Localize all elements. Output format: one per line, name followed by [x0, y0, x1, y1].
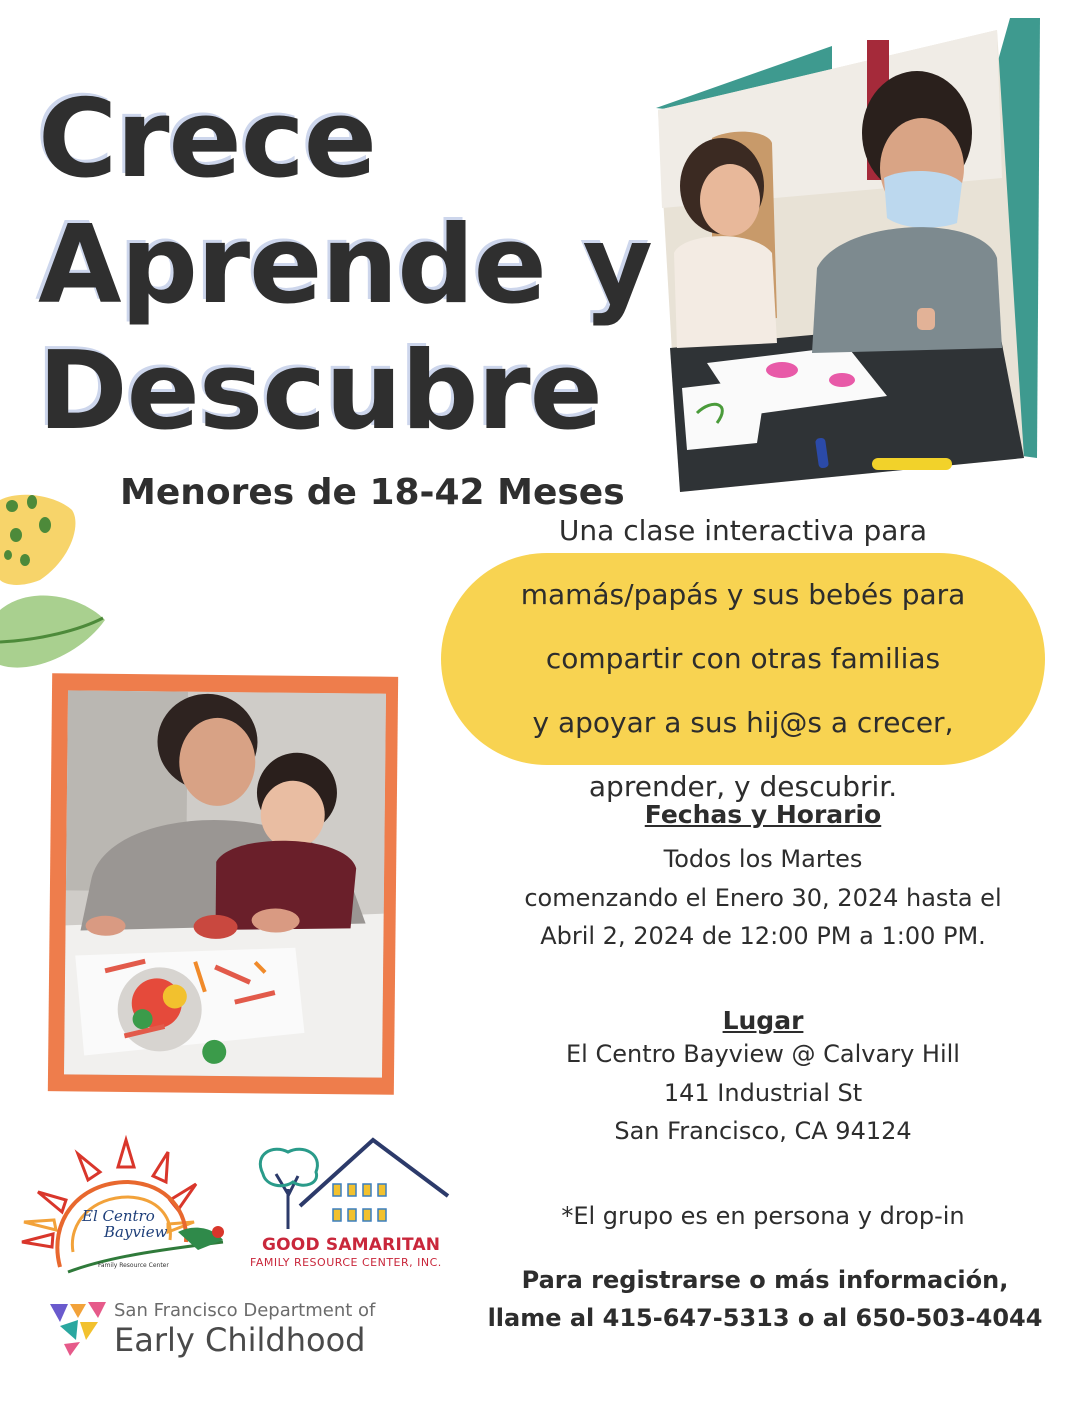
- location-line: El Centro Bayview @ Calvary Hill: [566, 1040, 960, 1068]
- el-centro-bayview-logo: [18, 1132, 236, 1280]
- sfd-name-line1: San Francisco Department of: [114, 1300, 376, 1321]
- photo-mother-and-daughter-crafting: [652, 18, 1052, 496]
- ecb-subtitle: Family Resource Center: [98, 1262, 169, 1269]
- schedule-line: Todos los Martes: [663, 845, 863, 873]
- ecb-name-line1: El Centro: [82, 1207, 155, 1225]
- good-samaritan-name: GOOD SAMARITAN: [262, 1235, 441, 1255]
- good-samaritan-subtitle: FAMILY RESOURCE CENTER, INC.: [250, 1256, 442, 1269]
- contact-phone-line: llame al 415-647-5313 o al 650-503-4044: [487, 1304, 1043, 1332]
- location-line: San Francisco, CA 94124: [614, 1117, 912, 1145]
- title-line-3: Descubre: [38, 329, 602, 454]
- age-range-subtitle: Menores de 18-42 Meses: [120, 472, 625, 513]
- photo-mother-and-baby-painting: [48, 673, 398, 1095]
- ecb-name-line2: Bayview: [104, 1223, 168, 1241]
- location-heading: Lugar: [722, 1006, 804, 1035]
- contact-section: [460, 1261, 1070, 1337]
- description-line: mamás/papás y sus bebés para: [520, 578, 966, 611]
- description-line: aprender, y descubrir.: [588, 770, 898, 803]
- description-pill: [441, 514, 1045, 803]
- decorative-leaves: [0, 480, 110, 680]
- schedule-section: [460, 800, 1066, 956]
- contact-line: Para registrarse o más información,: [521, 1266, 1009, 1294]
- schedule-line: Abril 2, 2024 de 12:00 PM a 1:00 PM.: [540, 922, 986, 950]
- description-line: compartir con otras familias: [545, 642, 941, 675]
- schedule-heading: Fechas y Horario: [644, 800, 882, 829]
- sfd-name-line2: Early Childhood: [114, 1321, 366, 1359]
- drop-in-note: *El grupo es en persona y drop-in: [561, 1202, 965, 1230]
- description-line: Una clase interactiva para: [558, 514, 928, 547]
- location-line: 141 Industrial St: [663, 1078, 863, 1107]
- schedule-line: comenzando el Enero 30, 2024 hasta el: [524, 883, 1002, 912]
- description-line: y apoyar a sus hij@s a crecer,: [532, 706, 954, 739]
- title-line-2: Aprende y: [38, 203, 652, 328]
- location-section: [460, 1006, 1066, 1151]
- title-line-1: Crece: [38, 77, 377, 202]
- description-text: [521, 483, 966, 835]
